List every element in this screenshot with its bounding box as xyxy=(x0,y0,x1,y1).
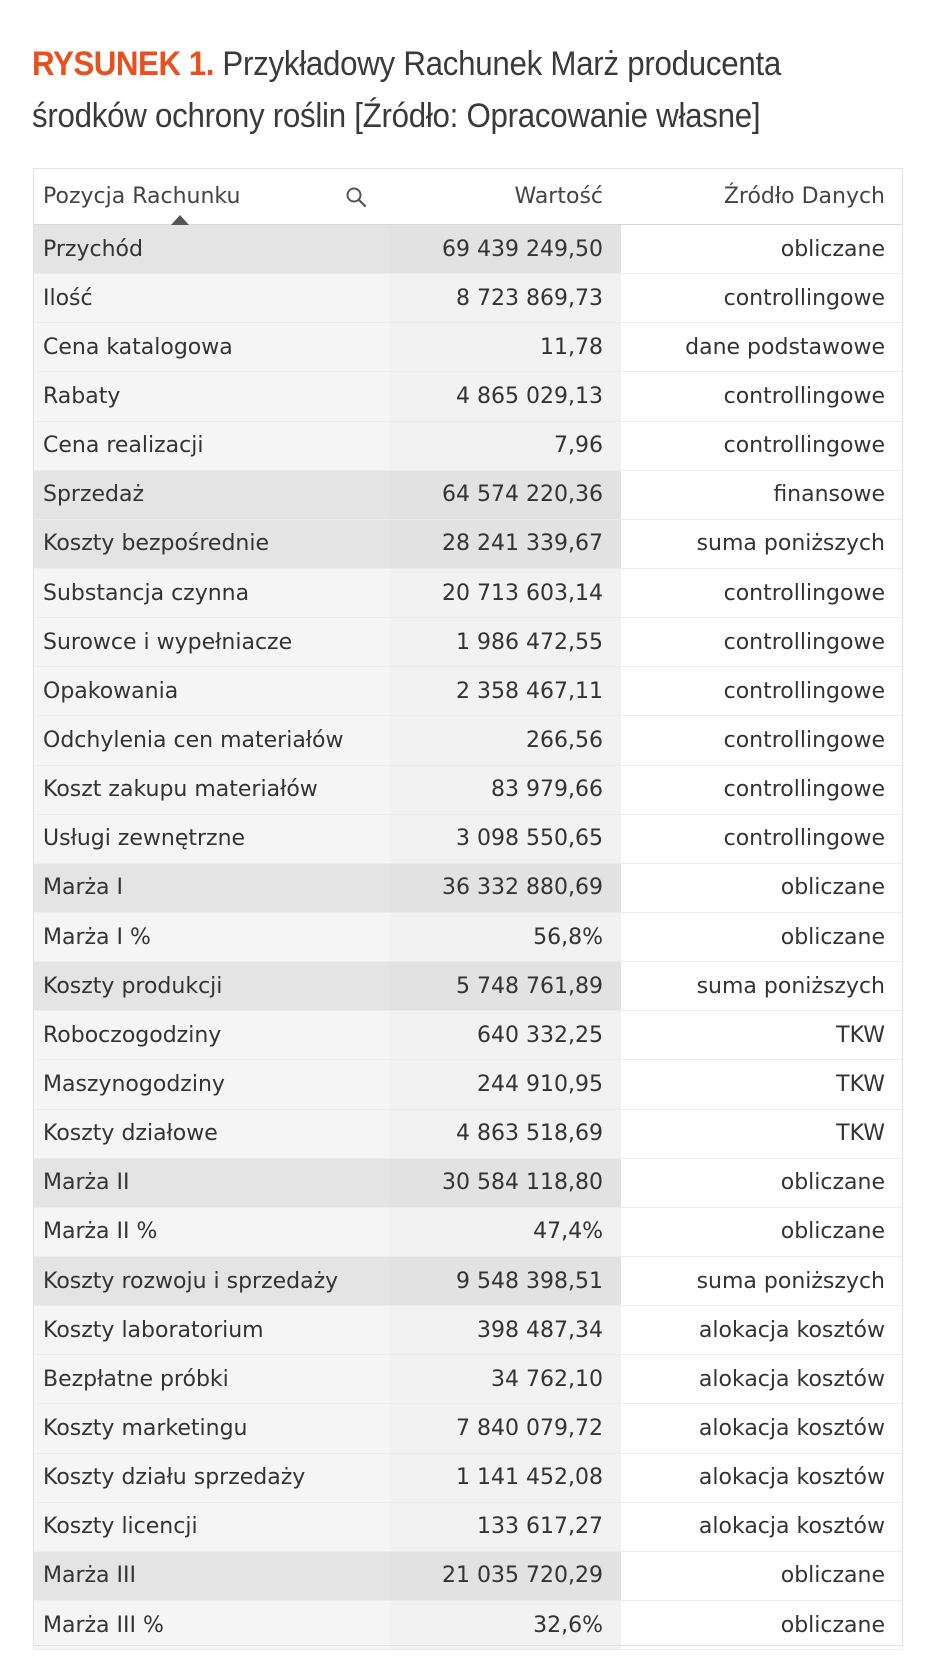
cell-source: obliczane xyxy=(621,1552,903,1600)
cell-position: Koszty działowe xyxy=(33,1110,389,1158)
cell-position: Koszty rozwoju i sprzedaży xyxy=(33,1257,389,1305)
column-header-source[interactable]: Źródło Danych xyxy=(723,183,885,209)
table-row[interactable] xyxy=(33,667,903,716)
table-body xyxy=(33,225,903,1650)
cell-position: Marża I xyxy=(33,864,389,912)
table-row[interactable] xyxy=(33,471,903,520)
figure-caption xyxy=(32,38,832,142)
cell-value: 36 332 880,69 xyxy=(389,864,621,912)
cell-value: 266,56 xyxy=(389,716,621,764)
cell-source: controllingowe xyxy=(621,815,903,863)
cell-value: 4 865 029,13 xyxy=(389,372,621,420)
cell-source: alokacja kosztów xyxy=(621,1503,903,1551)
table-row[interactable] xyxy=(33,225,903,274)
cell-value: 56,8% xyxy=(389,913,621,961)
cell-source: controllingowe xyxy=(621,422,903,470)
table-row[interactable] xyxy=(33,1454,903,1503)
cell-position: Cena realizacji xyxy=(33,422,389,470)
cell-source: obliczane xyxy=(621,225,903,273)
cell-value: 32,6% xyxy=(389,1601,621,1649)
cell-position: Rabaty xyxy=(33,372,389,420)
column-header-position-label: Pozycja Rachunku xyxy=(43,183,241,209)
cell-value: 398 487,34 xyxy=(389,1306,621,1354)
cell-position: Sprzedaż xyxy=(33,471,389,519)
cell-value: 83 979,66 xyxy=(389,766,621,814)
figure-label: RYSUNEK 1. xyxy=(32,45,214,83)
cell-value: 244 910,95 xyxy=(389,1060,621,1108)
cell-position: Koszty bezpośrednie xyxy=(33,520,389,568)
cell-position: Opakowania xyxy=(33,667,389,715)
cell-position: Koszty laboratorium xyxy=(33,1306,389,1354)
cell-source: alokacja kosztów xyxy=(621,1355,903,1403)
cell-value: 3 098 550,65 xyxy=(389,815,621,863)
table-row[interactable] xyxy=(33,913,903,962)
table-row[interactable] xyxy=(33,1159,903,1208)
cell-value: 4 863 518,69 xyxy=(389,1110,621,1158)
cell-position: Koszty licencji xyxy=(33,1503,389,1551)
table-row[interactable] xyxy=(33,1355,903,1404)
table-row[interactable] xyxy=(33,1404,903,1453)
table-row[interactable] xyxy=(33,422,903,471)
column-header-value[interactable]: Wartość xyxy=(514,183,603,209)
cell-source: obliczane xyxy=(621,913,903,961)
cell-value: 21 035 720,29 xyxy=(389,1552,621,1600)
table-row[interactable] xyxy=(33,766,903,815)
cell-value: 69 439 249,50 xyxy=(389,225,621,273)
cell-position: Marża III xyxy=(33,1552,389,1600)
cell-position: Bezpłatne próbki xyxy=(33,1355,389,1403)
table-row[interactable] xyxy=(33,618,903,667)
table-row[interactable] xyxy=(33,864,903,913)
cell-source: suma poniższych xyxy=(621,520,903,568)
cell-value: 133 617,27 xyxy=(389,1503,621,1551)
cell-source: obliczane xyxy=(621,1159,903,1207)
table-header xyxy=(33,168,903,225)
table-row[interactable] xyxy=(33,1060,903,1109)
table-row[interactable] xyxy=(33,1110,903,1159)
cell-value: 640 332,25 xyxy=(389,1011,621,1059)
cell-source: suma poniższych xyxy=(621,962,903,1010)
cell-source: controllingowe xyxy=(621,667,903,715)
table-row[interactable] xyxy=(33,1011,903,1060)
cell-value: 7,96 xyxy=(389,422,621,470)
cell-source: controllingowe xyxy=(621,766,903,814)
cell-source: TKW xyxy=(621,1110,903,1158)
table-row[interactable] xyxy=(33,1601,903,1650)
cell-position: Marża II xyxy=(33,1159,389,1207)
cell-value: 20 713 603,14 xyxy=(389,569,621,617)
cell-value: 28 241 339,67 xyxy=(389,520,621,568)
margin-table xyxy=(33,168,903,1650)
cell-position: Koszty produkcji xyxy=(33,962,389,1010)
cell-position: Koszty działu sprzedaży xyxy=(33,1454,389,1502)
cell-value: 34 762,10 xyxy=(389,1355,621,1403)
cell-position: Cena katalogowa xyxy=(33,323,389,371)
cell-source: finansowe xyxy=(621,471,903,519)
cell-position: Surowce i wypełniacze xyxy=(33,618,389,666)
cell-value: 11,78 xyxy=(389,323,621,371)
cell-source: obliczane xyxy=(621,864,903,912)
cell-position: Maszynogodziny xyxy=(33,1060,389,1108)
cell-source: controllingowe xyxy=(621,618,903,666)
table-row[interactable] xyxy=(33,1257,903,1306)
table-row[interactable] xyxy=(33,274,903,323)
cell-source: obliczane xyxy=(621,1601,903,1649)
cell-position: Ilość xyxy=(33,274,389,322)
cell-value: 9 548 398,51 xyxy=(389,1257,621,1305)
column-header-position[interactable] xyxy=(33,168,389,224)
cell-value: 47,4% xyxy=(389,1208,621,1256)
cell-position: Marża III % xyxy=(33,1601,389,1649)
table-row[interactable] xyxy=(33,1503,903,1552)
table-row[interactable] xyxy=(33,1552,903,1601)
cell-value: 1 986 472,55 xyxy=(389,618,621,666)
table-row[interactable] xyxy=(33,1306,903,1355)
cell-position: Przychód xyxy=(33,225,389,273)
cell-source: obliczane xyxy=(621,1208,903,1256)
cell-source: alokacja kosztów xyxy=(621,1454,903,1502)
cell-source: alokacja kosztów xyxy=(621,1306,903,1354)
figure-title: Przykładowy Rachunek Marż producenta środków ochrony roślin [Źródło: Opracowanie własne] xyxy=(32,45,781,135)
cell-source: controllingowe xyxy=(621,372,903,420)
cell-position: Roboczogodziny xyxy=(33,1011,389,1059)
cell-source: controllingowe xyxy=(621,569,903,617)
cell-source: TKW xyxy=(621,1060,903,1108)
cell-value: 1 141 452,08 xyxy=(389,1454,621,1502)
cell-source: controllingowe xyxy=(621,274,903,322)
table-row[interactable] xyxy=(33,520,903,569)
cell-source: suma poniższych xyxy=(621,1257,903,1305)
cell-source: dane podstawowe xyxy=(621,323,903,371)
cell-value: 7 840 079,72 xyxy=(389,1404,621,1452)
table-row[interactable] xyxy=(33,569,903,618)
cell-position: Koszt zakupu materiałów xyxy=(33,766,389,814)
cell-position: Koszty marketingu xyxy=(33,1404,389,1452)
cell-value: 2 358 467,11 xyxy=(389,667,621,715)
cell-source: alokacja kosztów xyxy=(621,1404,903,1452)
cell-source: TKW xyxy=(621,1011,903,1059)
table-row[interactable] xyxy=(33,815,903,864)
sort-ascending-icon[interactable] xyxy=(171,215,189,225)
search-icon[interactable] xyxy=(345,186,367,208)
table-row[interactable] xyxy=(33,372,903,421)
cell-position: Marża II % xyxy=(33,1208,389,1256)
table-row[interactable] xyxy=(33,962,903,1011)
cell-position: Marża I % xyxy=(33,913,389,961)
cell-position: Odchylenia cen materiałów xyxy=(33,716,389,764)
cell-value: 5 748 761,89 xyxy=(389,962,621,1010)
cell-position: Substancja czynna xyxy=(33,569,389,617)
cell-position: Usługi zewnętrzne xyxy=(33,815,389,863)
table-row[interactable] xyxy=(33,1208,903,1257)
table-row[interactable] xyxy=(33,716,903,765)
cell-value: 30 584 118,80 xyxy=(389,1159,621,1207)
table-row[interactable] xyxy=(33,323,903,372)
cell-source: controllingowe xyxy=(621,716,903,764)
cell-value: 64 574 220,36 xyxy=(389,471,621,519)
cell-value: 8 723 869,73 xyxy=(389,274,621,322)
